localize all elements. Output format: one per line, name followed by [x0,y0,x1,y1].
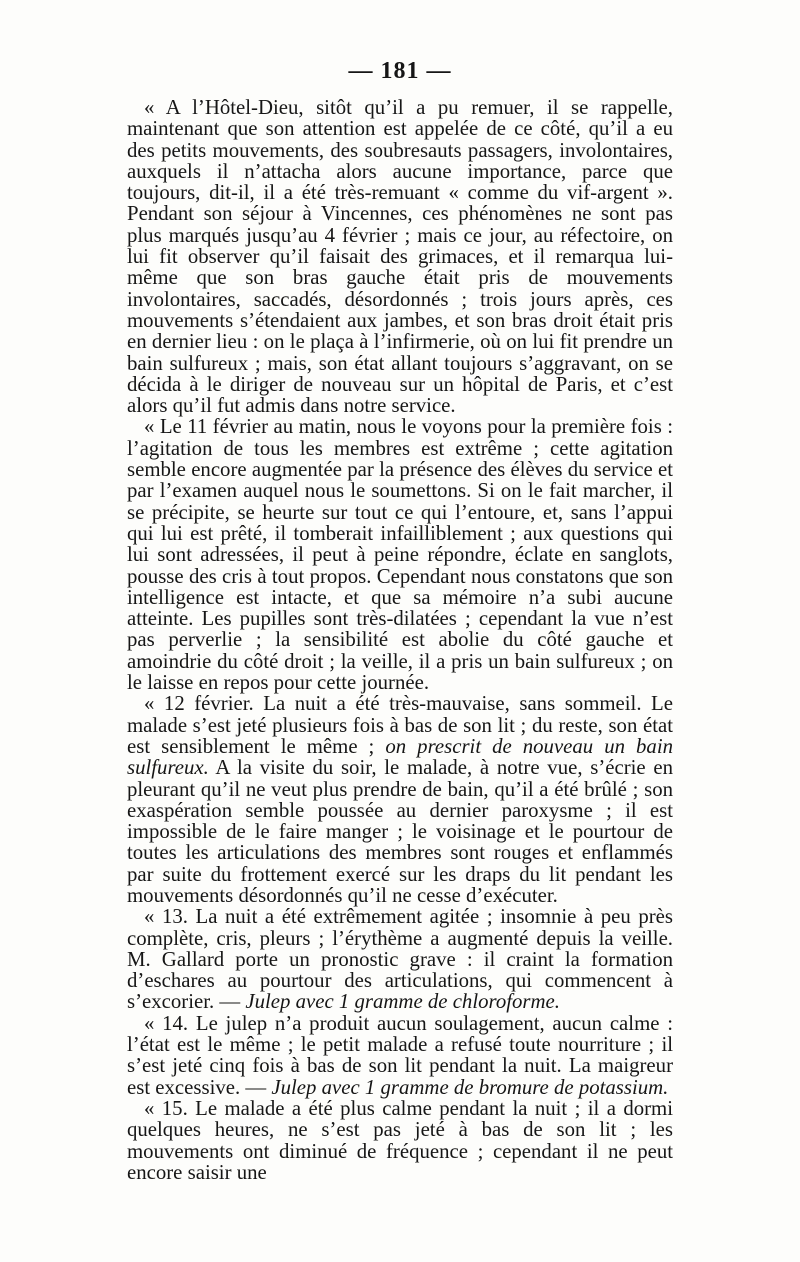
paragraph [127,693,673,906]
italic-prescription: on prescrit de nouveau un bain sulfureux. [127,734,673,780]
page-number: — 181 — [348,58,452,84]
paragraph [127,906,673,1012]
paragraph [127,97,673,416]
text-segment: « 15. Le malade a été plus calme pendant la nuit ; il a dormi quelques heures, ne s’est pas jeté à bas de son lit ; les mouvements ont diminué de fréquence ; cependant il ne peut encore saisir une [127,1096,673,1184]
text-segment: « A l’Hôtel-Dieu, sitôt qu’il a pu remuer, il se rappelle, maintenant que son attention est appelée de ce côté, qu’il a eu des petits mouvements, des soubresauts passagers, involontaires, auxquels il n’attacha alors aucune importance, parce que toujours, dit-il, il a été très-remuant « comme du vif-argent ». Pendant son séjour à Vincennes, ces phénomènes ne sont pas plus marqués jusqu’au 4 février ; mais ce jour, au réfectoire, on lui fit observer qu’il faisait des grimaces, et il remarqua lui-même que son bras gauche était pris de mouvements involontaires, saccadés, désordonnés ; trois jours après, ces mouvements s’étendaient aux jambes, et son bras droit était pris en dernier lieu : on le plaça à l’infirmerie, où on lui fit prendre un bain sulfureux ; mais, son état allant toujours s’aggravant, on se décida à le diriger de nouveau sur un hôpital de Paris, et c’est alors qu’il fut admis dans notre service. [127,96,673,418]
body-text [127,97,673,1183]
text-segment: « 12 février. La nuit a été très-mauvaise, sans sommeil. Le malade s’est jeté plusieurs fois à bas de son lit ; du reste, son état est sensiblement le même ; [127,692,673,758]
paragraph [127,1013,673,1098]
paragraph [127,1098,673,1183]
italic-prescription: Julep avec 1 gramme de bromure de potassium. [271,1075,669,1099]
paragraph [127,416,673,693]
italic-prescription: Julep avec 1 gramme de chloroforme. [245,990,560,1014]
text-segment: « 14. Le julep n’a produit aucun soulagement, aucun calme : l’état est le même ; le petit malade a refusé toute nourriture ; il s’est jeté cinq fois à bas de son lit pendant la nuit. La maigreur est excessive. — [127,1011,673,1099]
text-segment: A la visite du soir, le malade, à notre vue, s’écrie en pleurant qu’il ne veut plus prendre de bain, qu’il a été brûlé ; son exaspération semble poussée au dernier paroxysme ; il est impossible de le faire manger ; le voisinage et le pourtour de toutes les articulations des membres sont rouges et enflammés par suite du frottement exercé sur les draps du lit pendant les mouvements désordonnés qu’il ne cesse d’exécuter. [127,756,673,907]
text-segment: « Le 11 février au matin, nous le voyons pour la première fois : l’agitation de tous les membres est extrême ; cette agitation semble encore augmentée par la présence des élèves du service et par l’examen auquel nous le soumettons. Si on le fait marcher, il se précipite, se heurte sur tout ce qui l’entoure, et, sans l’appui qui lui est prêté, il tomberait infailliblement ; aux questions qui lui sont adressées, il peut à peine répondre, éclate en sanglots, pousse des cris à tout propos. Cependant nous constatons que son intelligence est intacte, et que sa mémoire n’a subi aucune atteinte. Les pupilles sont très-dilatées ; cependant la vue n’est pas perverlie ; la sensibilité est abolie du côté gauche et amoindrie du côté droit ; la veille, il a pris un bain sulfureux ; on le laisse en repos pour cette journée. [127,415,673,695]
text-segment: « 13. La nuit a été extrêmement agitée ; insomnie à peu près complète, cris, pleurs ; l’érythème a augmenté depuis la veille. M. Gallard porte un pronostic grave : il craint la formation d’eschares au pourtour des articulations, qui commencent à s’excorier. — [127,905,673,1014]
